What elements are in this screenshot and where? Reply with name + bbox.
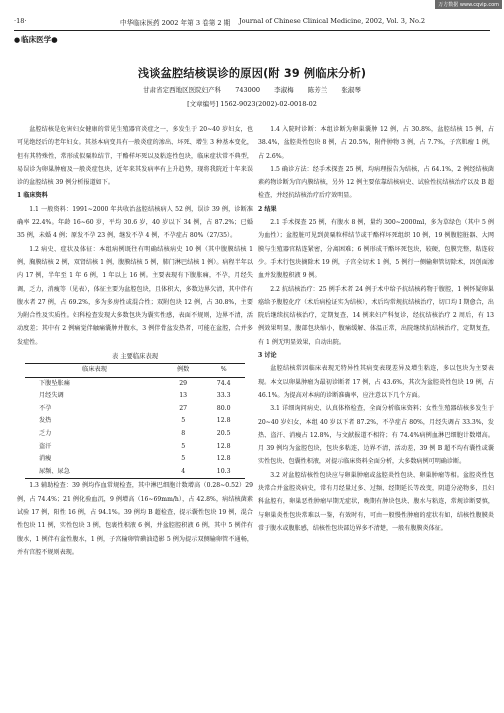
table-cell: 5: [181, 455, 186, 463]
table-cell: 80.0: [216, 404, 231, 412]
body-paragraph: 3.2 对盆腔结核性包块应与卵巢肿瘤或盆腔炎性包块、卵巢肿瘤等相。盆腔炎性包块常合并盆腔炎病史，常有月经量过多、过频、经期延长等改变，阴道分泌物多，且妇科盆腔有，卵巢恶性肿瘤早期无症状，晚期有肿块包块、腹水与粘连，常规诊断要慎，与卵巢炎性包块常难以一鉴，有效时有，可由一般慢性肿瘤的症状有如，结核性腹膜炎常于腹水或腹胀感，结核性包块部边界多不清楚，一般有腹膜炎体征。: [258, 471, 494, 532]
table-row: [25, 453, 245, 466]
author-3: 张淑琴: [341, 86, 361, 94]
table-cell: 29: [179, 379, 188, 387]
author-2: 陈芳兰: [307, 86, 328, 94]
table-row: [25, 466, 245, 479]
table-cell: 月经失调: [39, 392, 64, 400]
table-caption: 表 主要临床表现: [111, 353, 159, 361]
section-tag-bullet-icon: ●: [51, 35, 58, 44]
table-row: [25, 441, 245, 454]
right-column: [258, 123, 494, 535]
body-paragraph: 1.1 一般资料：1991~2000 年共收治盆腔结核病人 52 例，误诊 39 例，诊断准确率 22.4%。年龄 16~60 岁，平均 30.6 岁，40 岁以下 34 例，占 87.2%；已婚 35 例，未婚 4 例；原发不孕 23 例，继发不孕 4 例，不孕症占 80%（27/35）。: [17, 205, 253, 240]
table-row: [25, 415, 245, 428]
table-row: [25, 390, 245, 403]
journal-name-en: Journal of Chinese Clinical Medicine, 2002, Vol. 3, No.2: [239, 17, 426, 25]
table-cell: 盗汗: [39, 442, 52, 450]
bullet-icon: ●: [14, 36, 21, 44]
journal-name-cn: 中华临床医药 2002 年第 3 卷第 2 期: [120, 19, 231, 27]
intro-paragraph: 盆腔结核是危害妇女健康的常见生殖器官炎症之一，多发生于 20~40 岁妇女，也可见绝经后的老年妇女。其基本病变具有一般炎症的渗出、坏死、增生 3 种基本变化，但有其特殊性，常形成似粟粒结节，干酪样坏死以及粘连性包块，临床症状常不典型，易误诊为卵巢肿瘤及一般炎症包块，近年来其发病率有上升趋势，现将我院近十年来误诊的盆腔结核 39 例分析报道如下。: [17, 126, 253, 187]
table-cell: 12.8: [216, 442, 231, 450]
author-1: 李淑梅: [274, 86, 294, 94]
header-rule: [14, 30, 490, 31]
body-paragraph: 2.2 抗结核治疗：25 例手术者 24 例于术中给予抗结核药物于腹腔，1 例怀疑卵巢癌给予腹腔化疗（术后病检证实为结核），术后均常规抗结核治疗，切口均 I 期愈合，出院后继续抗结核治疗，定期复查，14 例来妇产科复诊，经抗结核治疗 2 周后，有 13 例效果明显，腹部包块缩小，腹痛缓解、体温正常，出院继续抗结核治疗，定期复查，有 1 例无明显效果，自动出院。: [258, 285, 494, 346]
table-header: 例数: [177, 366, 190, 374]
table-cell: 12.8: [216, 417, 231, 425]
table-cell: 12.8: [216, 455, 231, 463]
table-cell: 乏力: [39, 430, 52, 438]
body-paragraph: 1.4 入院时诊断：本组诊断为卵巢囊肿 12 例，占 30.8%，盆腔结核 15 例，占 38.4%，盆腔炎性包块 8 例，占 20.5%，附件肿物 3 例，占 7.7%，子宫肌瘤 1 例，占 2.6%。: [258, 126, 494, 160]
table-row: [25, 403, 245, 416]
table-cell: 27: [179, 404, 188, 412]
body-paragraph: 盆腔结核常因临床表现无特异性其病变表现差异及增生粘连，多以包块为主要表现。本文以卵巢肿瘤为最初诊断者 17 例，占 43.6%，其次为盆腔炎性包块 19 例，占 46.1%。为提高对本病的诊断准确率，应注意以下几个方面。: [258, 365, 494, 399]
table-header: 临床表现: [82, 366, 107, 374]
table-cell: 5: [181, 417, 186, 425]
left-column: [17, 123, 253, 559]
table-header: %: [220, 366, 227, 374]
table-cell: 10.3: [216, 467, 231, 475]
table-cell: 尿频、尿急: [39, 467, 70, 475]
watermark: 万方数据 www.cqvip.com: [435, 0, 502, 9]
section-label: 临床医学: [21, 35, 52, 44]
section-heading: 1 临床资料: [17, 192, 48, 200]
clinical-table: [25, 363, 245, 479]
table-header-row: [25, 364, 245, 378]
table-cell: 下腹坠胀痛: [39, 379, 70, 387]
table-row: [25, 428, 245, 441]
section-heading: 2 结果: [258, 205, 277, 213]
author-line: [0, 85, 504, 94]
body-paragraph: 3.1 详细询问病史、认真体格检查，全面分析临床资料；女性生殖器结核多发生于 20~40 岁妇女，本组 40 岁以下者 87.2%，不孕症占 80%，月经失调占 33.3%，发热、盗汗、消瘦占 12.8%，与文献报道不相符；有 74.4%病例血淋巴细胞计数增高。月 39 例均为盆腔包块，包块多粘连，边界不清，活动差，39 例 B 超不均有囊性或囊实性包块、包囊性积液，对提示临床资料全面分析，大多数病例可明确诊断。: [258, 405, 494, 466]
table-cell: 消瘦: [39, 455, 52, 463]
table-cell: 13: [179, 392, 188, 400]
article-title: 浅谈盆腔结核误诊的原因(附 39 例临床分析): [137, 67, 367, 80]
table-cell: 33.3: [216, 392, 231, 400]
table-cell: 20.5: [216, 430, 231, 438]
article-number: [文章编号] 1562-9023(2002)-02-0018-02: [187, 100, 317, 108]
page-number: ·18·: [14, 17, 27, 25]
table-row: [25, 377, 245, 390]
body-paragraph: 1.5 确诊方法：经手术探查 25 例，均病理报告为结核，占 64.1%，2 例经结核菌素药物诊断为宫内膜结核，另外 12 例主要依靠结核病史、试验性抗结核治疗以及 B 超检查，并经抗结核治疗后疗效明显。: [258, 165, 494, 200]
table-cell: 5: [181, 442, 186, 450]
running-header: [14, 17, 492, 29]
body-paragraph: 1.2 病史、症状及体征：本组病例既往有明确结核病史 10 例（其中腹膜结核 1 例，胸膜结核 2 例，双肾结核 1 例，腹膜结核 5 例，肺门淋巴结核 1 例）。病程半年以内 17 例，半年至 1 年 6 例，1 年以上 16 例。主要表现有下腹胀痛，不孕，月经失调，乏力，消瘦等（见表），体征主要为盆腔包块，且体积大，多数边界欠清，其中伴有腹水者 27 例，占 69.2%，多为多房性或混合性；双附包块 12 例，占 30.8%，主要为附合性及实质性。妇科检查发现大多数包块为囊实性感，表面不规则，边界不清，活动度差；其中有 2 例痛觉伴触痛囊肿并腹水，3 例伴骨盆发热者，可能在盆腔，合并多发症性。: [17, 245, 253, 346]
table-cell: 74.4: [216, 379, 231, 387]
body-paragraph: 2.1 手术探查 25 例，有腹水 8 例，量约 300~2000ml，多为草绿色（其中 5 例为血性）；盆腔脏可见到黄粟粒样结节或干酪样坏死组织 10 例，19 例腹腔脏器、大网膜与生殖器官粘连紧密，分离困难；6 例形成干酪坏死包块，较硬，包膜完整，粘连较少。手术行包块摘除术 19 例，子宫全切术 1 例，5 例行一侧输卵管切除术，因创面渗血并发腹腔积液 9 例。: [258, 219, 494, 280]
table-cell: 发热: [39, 417, 52, 425]
postcode: 743000: [235, 86, 261, 94]
table-cell: 不孕: [39, 404, 52, 412]
table-cell: 4: [181, 467, 186, 475]
section-heading: 3 讨论: [258, 352, 277, 360]
table-cell: 8: [181, 430, 186, 438]
body-paragraph: 1.3 辅助检查：39 例均作血常规检查，其中淋巴细胞计数增高（0.28~0.52）29 例，占 74.4%；21 例化验血沉，9 例增高（16~69mm/h），占 42.8%，病结核菌素试验 17 例，阳性 16 例，占 94.1%。39 例均 B 超检查，提示囊性包块 19 例，混合性包块 11 例，实性包块 3 例，包裹性积液 6 例，并盆腔腔积液 6 例，其中 5 例伴有腹水，1 例伴有盆性腹水，1 例，子宫输卵管碘油造影 5 例为提示双侧输卵管不通畅，并有宫腔不规则表现。: [17, 482, 253, 556]
affiliation: 甘肃省定西地区医院妇产科: [143, 86, 222, 94]
section-tag: [14, 34, 58, 45]
